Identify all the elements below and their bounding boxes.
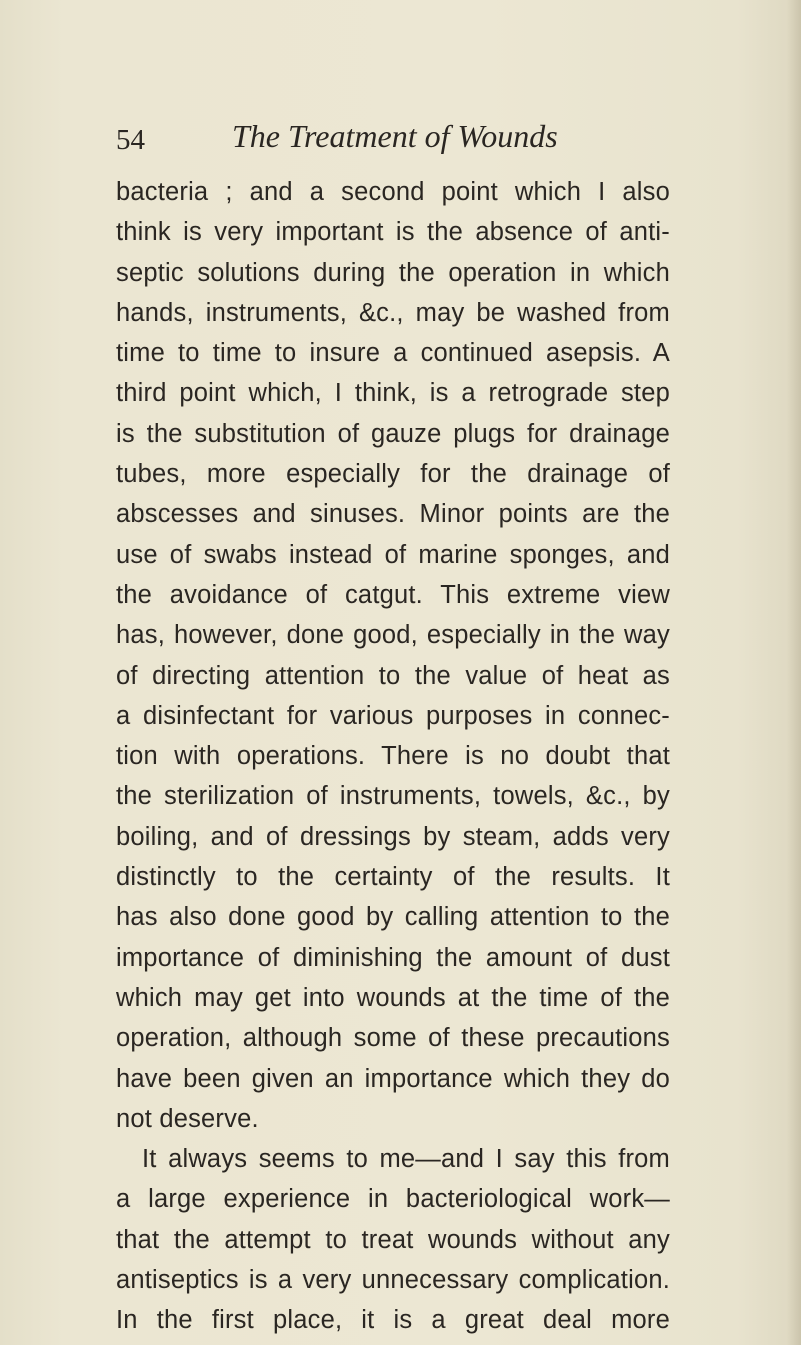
text-line: time to time to insure a continued asepsis. A — [116, 339, 670, 368]
text-line: of directing attention to the value of heat as — [116, 661, 670, 690]
text-line: that the attempt to treat wounds without any — [116, 1225, 670, 1254]
body-text — [116, 172, 670, 1341]
page-header — [116, 118, 636, 168]
text-line: have been given an importance which they do — [116, 1064, 670, 1093]
text-line: importance of diminishing the amount of dust — [116, 943, 670, 972]
text-line: use of swabs instead of marine sponges, and — [116, 540, 670, 569]
text-line: has, however, done good, especially in the way — [116, 621, 670, 650]
text-line: the avoidance of catgut. This extreme view — [116, 580, 670, 609]
text-line: boiling, and of dressings by steam, adds very — [116, 822, 670, 851]
text-line: tubes, more especially for the drainage of — [116, 460, 670, 489]
text-line: not deserve. — [116, 1104, 259, 1133]
text-line: distinctly to the certainty of the results. It — [116, 863, 670, 892]
text-line: abscesses and sinuses. Minor points are the — [116, 500, 670, 529]
text-line: tion with operations. There is no doubt that — [116, 742, 670, 771]
text-line: a disinfectant for various purposes in connec- — [116, 701, 670, 730]
text-line: think is very important is the absence of anti- — [116, 218, 670, 247]
text-line: It always seems to me—and I say this from — [142, 1145, 670, 1174]
text-line: operation, although some of these precautions — [116, 1024, 670, 1053]
running-title: The Treatment of Wounds — [232, 118, 558, 154]
text-line: is the substitution of gauze plugs for drainage — [116, 419, 670, 448]
text-line: the sterilization of instruments, towels, &c., by — [116, 782, 670, 811]
text-line: which may get into wounds at the time of the — [116, 983, 670, 1012]
text-line: bacteria ; and a second point which I also — [116, 178, 670, 206]
text-line: antiseptics is a very unnecessary complication. — [116, 1266, 670, 1295]
text-line: hands, instruments, &c., may be washed from — [116, 298, 670, 327]
text-line: septic solutions during the operation in which — [116, 258, 670, 287]
text-line: third point which, I think, is a retrograde step — [116, 379, 670, 408]
page-edge-shadow — [787, 0, 801, 1345]
text-line: a large experience in bacteriological work— — [116, 1185, 670, 1214]
page-number: 54 — [116, 124, 145, 156]
text-line: In the first place, it is a great deal more — [116, 1306, 670, 1335]
text-line: has also done good by calling attention to the — [116, 903, 670, 932]
